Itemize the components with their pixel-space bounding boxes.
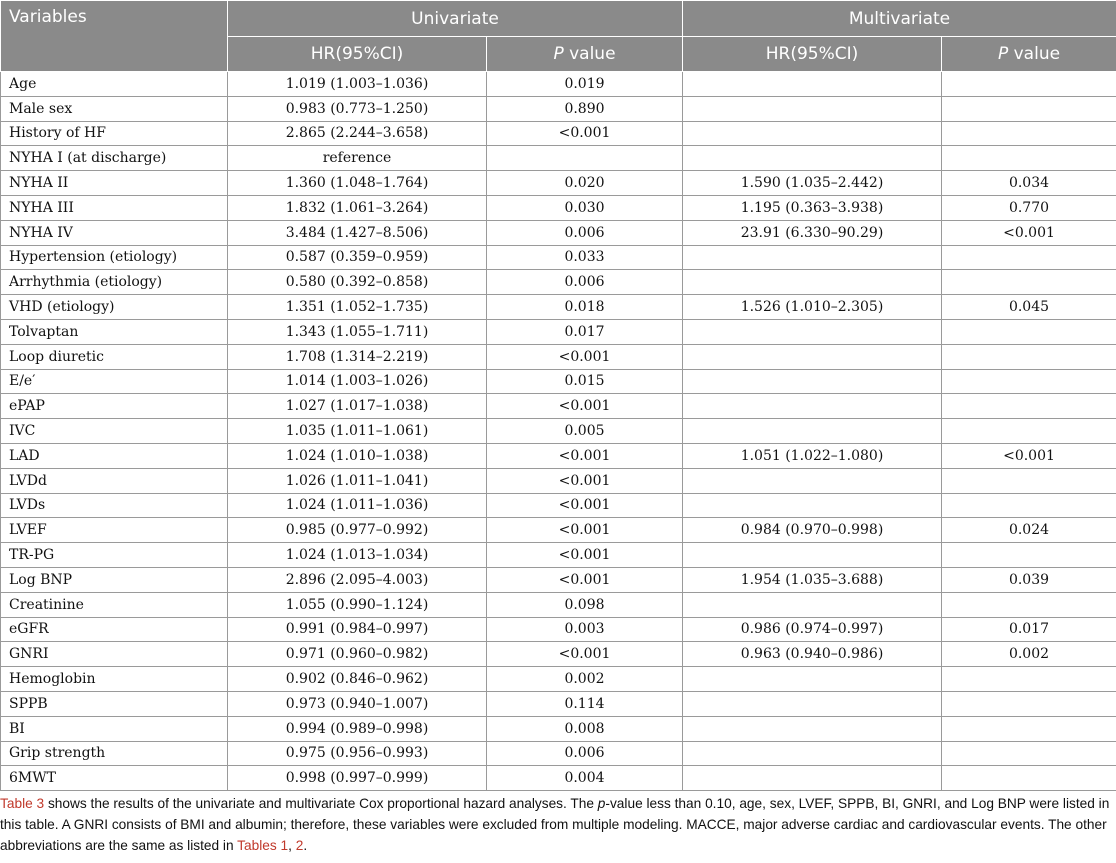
cell-univariate-hr: 1.343 (1.055–1.711): [228, 319, 487, 344]
cell-variable: E/e′: [1, 369, 228, 394]
table-row: [1, 220, 1116, 245]
cell-univariate-p: 0.114: [487, 691, 683, 716]
cell-multivariate-p: [942, 766, 1116, 791]
table-row: [1, 121, 1116, 146]
cell-univariate-p: <0.001: [487, 394, 683, 419]
cell-variable: eGFR: [1, 617, 228, 642]
cell-univariate-hr: 1.708 (1.314–2.219): [228, 344, 487, 369]
table-body: [1, 72, 1116, 791]
footnote-end: .: [303, 838, 308, 853]
header-multivariate: Multivariate: [683, 1, 1116, 37]
cell-variable: 6MWT: [1, 766, 228, 791]
cell-univariate-hr: reference: [228, 146, 487, 171]
cell-univariate-p: 0.015: [487, 369, 683, 394]
table-row: [1, 741, 1116, 766]
cell-multivariate-hr: 23.91 (6.330–90.29): [683, 220, 942, 245]
cell-multivariate-p: 0.770: [942, 195, 1116, 220]
cell-multivariate-p: [942, 543, 1116, 568]
cell-univariate-p: <0.001: [487, 493, 683, 518]
cell-variable: Tolvaptan: [1, 319, 228, 344]
cell-multivariate-p: [942, 667, 1116, 692]
table-3-link[interactable]: Table 3: [0, 796, 45, 811]
cell-univariate-hr: 0.580 (0.392–0.858): [228, 270, 487, 295]
cell-variable: LVDs: [1, 493, 228, 518]
cell-multivariate-p: 0.034: [942, 171, 1116, 196]
footnote-separator: ,: [288, 838, 296, 853]
cell-multivariate-hr: [683, 592, 942, 617]
footnote-p-italic: p: [597, 796, 606, 811]
cell-univariate-hr: 1.027 (1.017–1.038): [228, 394, 487, 419]
header-uni-p: [487, 37, 683, 72]
cell-multivariate-p: [942, 245, 1116, 270]
cell-multivariate-p: [942, 146, 1116, 171]
table-row: [1, 319, 1116, 344]
header-multi-hr: HR(95%CI): [683, 37, 942, 72]
table-row: [1, 96, 1116, 121]
cell-univariate-p: 0.002: [487, 667, 683, 692]
header-variables: Variables: [1, 1, 228, 72]
cell-multivariate-hr: [683, 741, 942, 766]
table-row: [1, 171, 1116, 196]
cell-multivariate-hr: [683, 468, 942, 493]
p-value-label: value: [1008, 44, 1061, 64]
footnote-text-1: shows the results of the univariate and multivariate Cox proportional hazard analyses. The: [44, 796, 598, 811]
table-row: [1, 195, 1116, 220]
cell-univariate-hr: 0.587 (0.359–0.959): [228, 245, 487, 270]
cell-univariate-p: 0.006: [487, 270, 683, 295]
cell-univariate-p: 0.017: [487, 319, 683, 344]
table-row: [1, 72, 1116, 97]
cell-variable: NYHA IV: [1, 220, 228, 245]
cell-univariate-hr: 1.019 (1.003–1.036): [228, 72, 487, 97]
table-row: [1, 691, 1116, 716]
table-row: [1, 592, 1116, 617]
cell-multivariate-p: [942, 691, 1116, 716]
cell-multivariate-hr: 0.963 (0.940–0.986): [683, 642, 942, 667]
cell-univariate-p: 0.030: [487, 195, 683, 220]
table-2-link[interactable]: 2: [295, 838, 304, 853]
cell-univariate-p: 0.020: [487, 171, 683, 196]
cell-multivariate-hr: [683, 245, 942, 270]
cell-univariate-p: <0.001: [487, 642, 683, 667]
table-row: [1, 419, 1116, 444]
table-row: [1, 617, 1116, 642]
cell-univariate-hr: 0.991 (0.984–0.997): [228, 617, 487, 642]
cell-variable: Creatinine: [1, 592, 228, 617]
cell-multivariate-hr: 1.051 (1.022–1.080): [683, 443, 942, 468]
cell-univariate-p: 0.019: [487, 72, 683, 97]
cell-multivariate-p: 0.017: [942, 617, 1116, 642]
cell-univariate-hr: 2.865 (2.244–3.658): [228, 121, 487, 146]
cell-multivariate-p: [942, 319, 1116, 344]
cell-multivariate-p: 0.045: [942, 295, 1116, 320]
cell-multivariate-p: 0.024: [942, 518, 1116, 543]
cell-univariate-hr: 1.024 (1.013–1.034): [228, 543, 487, 568]
cell-multivariate-hr: [683, 543, 942, 568]
p-value-label: value: [563, 44, 616, 64]
cell-variable: Hemoglobin: [1, 667, 228, 692]
cell-univariate-p: 0.006: [487, 220, 683, 245]
table-row: [1, 667, 1116, 692]
cell-univariate-hr: 1.026 (1.011–1.041): [228, 468, 487, 493]
table-row: [1, 766, 1116, 791]
cell-variable: LVDd: [1, 468, 228, 493]
cell-multivariate-hr: [683, 667, 942, 692]
cell-univariate-p: 0.098: [487, 592, 683, 617]
cell-univariate-hr: 0.985 (0.977–0.992): [228, 518, 487, 543]
p-letter: P: [553, 44, 564, 64]
cell-multivariate-hr: [683, 319, 942, 344]
cell-multivariate-hr: 1.195 (0.363–3.938): [683, 195, 942, 220]
cell-variable: BI: [1, 716, 228, 741]
cell-univariate-hr: 1.024 (1.011–1.036): [228, 493, 487, 518]
cell-univariate-p: <0.001: [487, 121, 683, 146]
cell-univariate-hr: 0.998 (0.997–0.999): [228, 766, 487, 791]
cell-multivariate-p: [942, 369, 1116, 394]
table-row: [1, 270, 1116, 295]
cell-variable: NYHA II: [1, 171, 228, 196]
cell-univariate-hr: 3.484 (1.427–8.506): [228, 220, 487, 245]
cell-multivariate-p: <0.001: [942, 443, 1116, 468]
table-row: [1, 369, 1116, 394]
cell-univariate-p: 0.004: [487, 766, 683, 791]
cell-univariate-hr: 0.902 (0.846–0.962): [228, 667, 487, 692]
table-row: [1, 567, 1116, 592]
cell-univariate-p: <0.001: [487, 567, 683, 592]
cell-univariate-p: [487, 146, 683, 171]
cell-univariate-p: 0.006: [487, 741, 683, 766]
cell-univariate-hr: 1.832 (1.061–3.264): [228, 195, 487, 220]
cell-multivariate-hr: 1.526 (1.010–2.305): [683, 295, 942, 320]
cell-variable: TR-PG: [1, 543, 228, 568]
cell-univariate-p: 0.008: [487, 716, 683, 741]
cell-univariate-hr: 0.994 (0.989–0.998): [228, 716, 487, 741]
cell-multivariate-hr: [683, 716, 942, 741]
cell-multivariate-hr: [683, 146, 942, 171]
cell-univariate-hr: 0.983 (0.773–1.250): [228, 96, 487, 121]
cell-multivariate-p: 0.039: [942, 567, 1116, 592]
cell-variable: Log BNP: [1, 567, 228, 592]
cell-variable: Male sex: [1, 96, 228, 121]
cell-multivariate-hr: [683, 72, 942, 97]
cell-multivariate-hr: 0.984 (0.970–0.998): [683, 518, 942, 543]
cell-multivariate-hr: [683, 691, 942, 716]
header-univariate: Univariate: [228, 1, 683, 37]
cell-multivariate-p: [942, 468, 1116, 493]
cell-univariate-p: <0.001: [487, 344, 683, 369]
cell-multivariate-hr: 1.590 (1.035–2.442): [683, 171, 942, 196]
cell-multivariate-p: [942, 72, 1116, 97]
cell-multivariate-hr: [683, 121, 942, 146]
header-multi-p: [942, 37, 1116, 72]
cell-variable: Hypertension (etiology): [1, 245, 228, 270]
cell-multivariate-p: [942, 344, 1116, 369]
cell-univariate-p: 0.005: [487, 419, 683, 444]
cell-multivariate-hr: [683, 766, 942, 791]
cell-multivariate-hr: [683, 96, 942, 121]
table-row: [1, 344, 1116, 369]
table-row: [1, 295, 1116, 320]
cell-variable: NYHA III: [1, 195, 228, 220]
cell-multivariate-p: [942, 419, 1116, 444]
cell-univariate-hr: 0.973 (0.940–1.007): [228, 691, 487, 716]
cell-variable: Age: [1, 72, 228, 97]
cell-univariate-p: 0.003: [487, 617, 683, 642]
cell-variable: NYHA I (at discharge): [1, 146, 228, 171]
cell-variable: LVEF: [1, 518, 228, 543]
footnote-text-2: -value less than 0.10, age, sex, LVEF, SPPB, BI, GNRI, and Log BNP were listed in this table. A GNRI consists of BMI and albumin; therefore, these variables were excluded from multiple modeling. MACCE, major adverse cardiac and cardiovascular events. The other abbreviations are the same as listed in: [0, 796, 1110, 853]
table-row: [1, 716, 1116, 741]
cell-univariate-hr: 1.351 (1.052–1.735): [228, 295, 487, 320]
cell-multivariate-p: <0.001: [942, 220, 1116, 245]
cell-multivariate-p: [942, 741, 1116, 766]
table-row: [1, 245, 1116, 270]
cell-univariate-hr: 1.055 (0.990–1.124): [228, 592, 487, 617]
header-uni-hr: HR(95%CI): [228, 37, 487, 72]
cell-variable: LAD: [1, 443, 228, 468]
cell-variable: Loop diuretic: [1, 344, 228, 369]
cell-univariate-hr: 2.896 (2.095–4.003): [228, 567, 487, 592]
cell-univariate-hr: 1.360 (1.048–1.764): [228, 171, 487, 196]
cell-variable: History of HF: [1, 121, 228, 146]
cell-multivariate-hr: [683, 493, 942, 518]
cell-univariate-hr: 0.971 (0.960–0.982): [228, 642, 487, 667]
table-row: [1, 394, 1116, 419]
cell-variable: GNRI: [1, 642, 228, 667]
cell-univariate-hr: 1.014 (1.003–1.026): [228, 369, 487, 394]
cell-variable: Arrhythmia (etiology): [1, 270, 228, 295]
cell-univariate-hr: 1.035 (1.011–1.061): [228, 419, 487, 444]
cell-variable: Grip strength: [1, 741, 228, 766]
p-letter: P: [997, 44, 1009, 64]
cell-multivariate-p: [942, 592, 1116, 617]
header-row-groups: [1, 1, 1116, 37]
cell-multivariate-hr: [683, 394, 942, 419]
cell-univariate-hr: 0.975 (0.956–0.993): [228, 741, 487, 766]
cell-variable: VHD (etiology): [1, 295, 228, 320]
table-row: [1, 146, 1116, 171]
tables-1-link[interactable]: Tables 1: [237, 838, 289, 853]
table-footnote: [0, 793, 1112, 856]
cell-multivariate-p: 0.002: [942, 642, 1116, 667]
cell-multivariate-p: [942, 270, 1116, 295]
cell-multivariate-hr: 0.986 (0.974–0.997): [683, 617, 942, 642]
cell-multivariate-p: [942, 716, 1116, 741]
cell-univariate-p: 0.018: [487, 295, 683, 320]
cell-univariate-p: <0.001: [487, 443, 683, 468]
cell-univariate-p: <0.001: [487, 518, 683, 543]
cell-multivariate-hr: [683, 270, 942, 295]
cell-variable: SPPB: [1, 691, 228, 716]
cell-univariate-p: <0.001: [487, 543, 683, 568]
cell-multivariate-p: [942, 96, 1116, 121]
cell-univariate-hr: 1.024 (1.010–1.038): [228, 443, 487, 468]
cell-multivariate-p: [942, 394, 1116, 419]
cell-variable: ePAP: [1, 394, 228, 419]
cell-univariate-p: 0.033: [487, 245, 683, 270]
table-row: [1, 468, 1116, 493]
table-row: [1, 493, 1116, 518]
cell-multivariate-hr: [683, 419, 942, 444]
cell-multivariate-hr: [683, 369, 942, 394]
cell-univariate-p: <0.001: [487, 468, 683, 493]
table-row: [1, 518, 1116, 543]
table-row: [1, 443, 1116, 468]
cell-multivariate-hr: 1.954 (1.035–3.688): [683, 567, 942, 592]
cell-multivariate-p: [942, 493, 1116, 518]
cell-variable: IVC: [1, 419, 228, 444]
cell-univariate-p: 0.890: [487, 96, 683, 121]
table-row: [1, 642, 1116, 667]
cell-multivariate-hr: [683, 344, 942, 369]
table-row: [1, 543, 1116, 568]
cell-multivariate-p: [942, 121, 1116, 146]
